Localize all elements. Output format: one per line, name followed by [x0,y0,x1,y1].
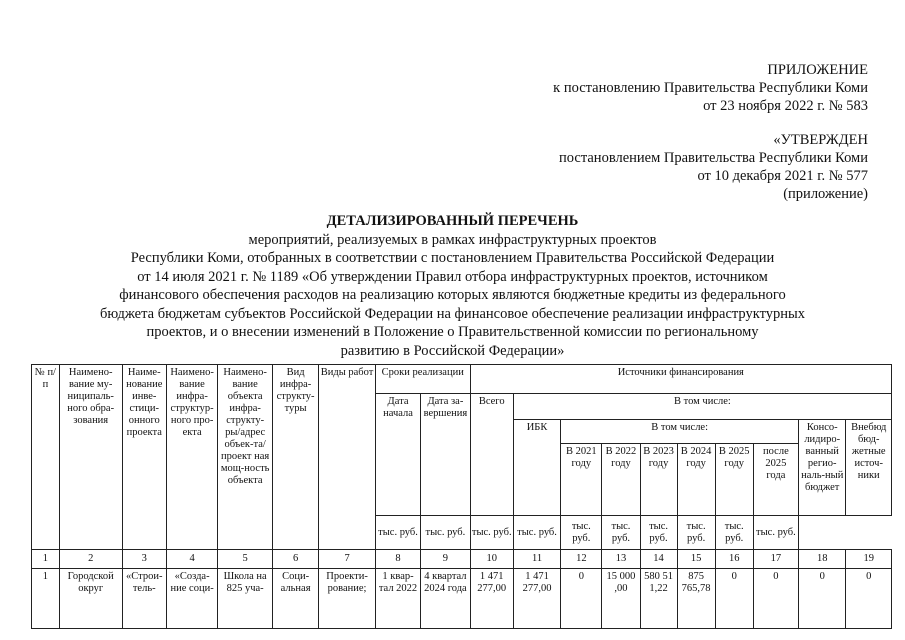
column-number: 1 [32,550,60,569]
header-object: Наимено-вание объекта инфра-структу-ры/адрес объек-та/проект ная мощ-ность объекта [218,365,273,550]
column-number: 15 [677,550,715,569]
column-number: 10 [470,550,513,569]
cell-consolidated-budget: 0 [799,569,846,629]
column-number: 19 [846,550,892,569]
cell-ibk: 1 471 277,00 [513,569,560,629]
header-works: Виды работ [319,365,376,550]
column-number: 12 [561,550,602,569]
header-off-budget: Внебюд бюд-жетные источ-ники [846,420,892,516]
unit-cell: тыс. руб. [421,516,470,550]
document-title [0,212,905,360]
title-line: развитию в Российской Федерации» [340,342,565,359]
column-number: 4 [166,550,217,569]
approved-title: «УТВЕРЖДЕН [773,132,868,148]
title-line: от 14 июля 2021 г. № 1189 «Об утверждении Правил отбора инфраструктурных проектов, источником [137,268,768,285]
header-no: № п/п [32,365,60,550]
approved-line-1: постановлением Правительства Республики Коми [559,150,868,166]
appendix-line-2: от 23 ноября 2022 г. № 583 [703,98,868,114]
cell-off-budget: 0 [846,569,892,629]
approved-line-3: (приложение) [783,186,868,202]
approved-line-2: от 10 декабря 2021 г. № 577 [697,168,868,184]
unit-cell: тыс. руб. [640,516,677,550]
column-number: 13 [602,550,640,569]
cell-year-2022: 15 000 ,00 [602,569,640,629]
column-number: 11 [513,550,560,569]
unit-cell: тыс. руб. [715,516,753,550]
title-heading: ДЕТАЛИЗИРОВАННЫЙ ПЕРЕЧЕНЬ [326,213,579,229]
header-year-2022: В 2022 году [602,444,640,516]
cell-end-date: 4 квартал 2024 года [421,569,470,629]
unit-cell: тыс. руб. [470,516,513,550]
title-line: мероприятий, реализуемых в рамках инфраструктурных проектов [248,231,657,248]
column-number: 9 [421,550,470,569]
header-end-date: Дата за-вершения [421,394,470,516]
header-infra-type: Вид инфра-структу-туры [272,365,318,550]
cell-infra-type: Соци-альная [272,569,318,629]
column-number: 17 [753,550,798,569]
header-year-2025: В 2025 году [715,444,753,516]
unit-cell: тыс. руб. [561,516,602,550]
cell-no: 1 [32,569,60,629]
cell-after-2025: 0 [753,569,798,629]
unit-cell: тыс. руб. [677,516,715,550]
column-number: 18 [799,550,846,569]
appendix-line-1: к постановлению Правительства Республики Коми [553,80,868,96]
header-terms: Сроки реализации [375,365,470,394]
cell-works: Проекти-рование; [319,569,376,629]
cell-year-2021: 0 [561,569,602,629]
header-investment-project: Наиме-нование инве-стици-онного проекта [122,365,166,550]
cell-object: Школа на 825 уча- [218,569,273,629]
unit-cell: тыс. руб. [513,516,560,550]
approved-block [559,131,868,203]
header-consolidated-budget: Консо-лидиро-ванный регио-наль-ный бюджет [799,420,846,516]
header-ibk: ИБК [513,420,560,516]
cell-total: 1 471 277,00 [470,569,513,629]
column-number: 5 [218,550,273,569]
unit-cell: тыс. руб. [753,516,798,550]
table-row [32,569,892,629]
cell-municipality: Городской округ [59,569,122,629]
cell-year-2025: 0 [715,569,753,629]
header-total: Всего [470,394,513,516]
cell-investment-project: «Строи-тель- [122,569,166,629]
header-after-2025: после 2025 года [753,444,798,516]
appendix-block [553,61,868,115]
header-including-2: В том числе: [561,420,799,444]
column-number: 14 [640,550,677,569]
header-year-2023: В 2023 году [640,444,677,516]
header-municipality: Наимено-вание му-ниципаль-ного обра-зования [59,365,122,550]
header-infra-project: Наимено-вание инфра-структур-ного про-екта [166,365,217,550]
unit-cell: тыс. руб. [602,516,640,550]
column-number: 6 [272,550,318,569]
header-including: В том числе: [513,394,891,420]
header-sources: Источники финансирования [470,365,891,394]
header-year-2021: В 2021 году [561,444,602,516]
header-start-date: Дата начала [375,394,420,516]
column-number: 7 [319,550,376,569]
title-line: финансового обеспечения расходов на реализацию которых являются бюджетные кредиты из федерального [119,287,786,303]
cell-year-2024: 875 765,78 [677,569,715,629]
title-line: Республики Коми, отобранных в соответствии с постановлением Правительства Российской Федерации [130,250,775,266]
unit-cell: тыс. руб. [375,516,420,550]
cell-infra-project: «Созда-ние соци- [166,569,217,629]
title-line: бюджета бюджетам субъектов Российской Федерации на финансовое обеспечение реализации инфраструктурных [100,305,805,322]
appendix-title: ПРИЛОЖЕНИЕ [767,62,868,78]
title-line: проектов, и о внесении изменений в Положение о Правительственной комиссии по региональному [146,324,759,340]
cell-start-date: 1 квар-тал 2022 [375,569,420,629]
column-number: 8 [375,550,420,569]
cell-year-2023: 580 51 1,22 [640,569,677,629]
column-number: 16 [715,550,753,569]
column-number: 3 [122,550,166,569]
projects-table [31,364,892,629]
header-year-2024: В 2024 году [677,444,715,516]
column-number: 2 [59,550,122,569]
